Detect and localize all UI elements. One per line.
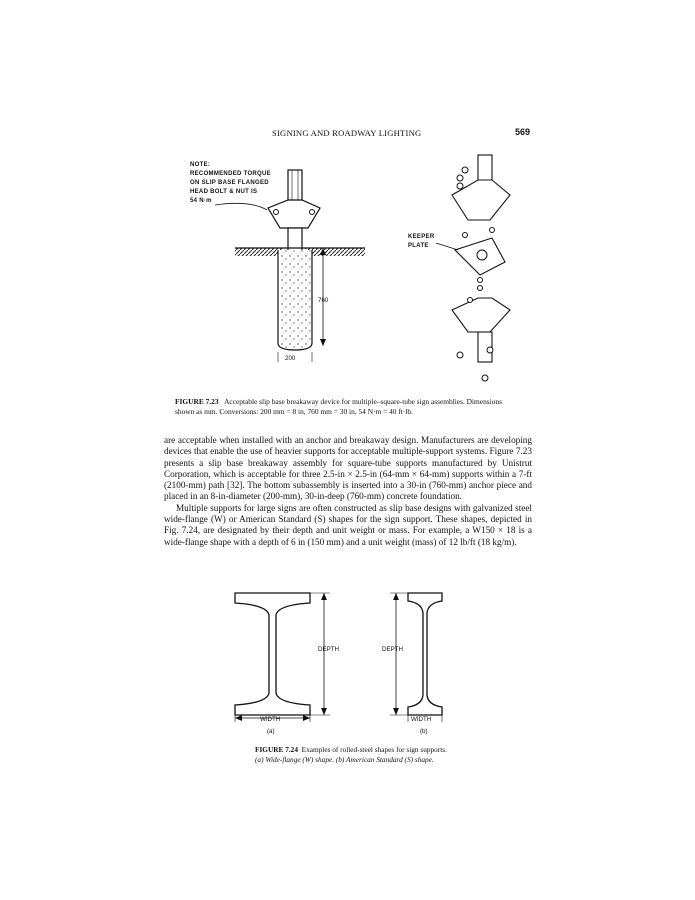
depth-dimension-label: 760 <box>318 297 329 304</box>
note-line: NOTE: <box>190 162 211 168</box>
page-number: 569 <box>515 127 531 137</box>
width-label-a: WIDTH <box>260 716 281 723</box>
keeper-plate-label: KEEPER <box>408 234 435 240</box>
keeper-plate-label: PLATE <box>408 243 429 249</box>
sub-label-a: (a) <box>267 728 275 735</box>
figure-7-24-caption <box>255 745 515 764</box>
figure-7-24-caption-line1: Examples of rolled-steel shapes for sign supports. <box>301 745 447 754</box>
note-line: HEAD BOLT & NUT IS <box>190 189 258 195</box>
body-text <box>164 435 532 548</box>
keeper-leader-line <box>436 243 458 250</box>
concrete-foundation <box>278 250 312 350</box>
torque-note <box>190 162 271 204</box>
depth-label-a: DEPTH <box>318 646 339 653</box>
note-line: ON SLIP BASE FLANGED <box>190 180 269 186</box>
depth-label-b: DEPTH <box>382 646 403 653</box>
figure-7-23-caption-text: Acceptable slip base breakaway device for multiple–square-tube sign assemblies. Dimensions shown as mm. Conversions: 200 mm = 8 in, 760 mm = 30 in, 54 N·m = 40 ft·lb. <box>175 397 502 416</box>
width-dimension-label: 200 <box>285 355 296 362</box>
wide-flange-shape <box>235 593 310 715</box>
body-paragraph: Multiple supports for large signs are often constructed as slip base designs with galvanized steel wide-flange (W) or American Standard (S) shapes for the sign support. These shapes, depicted in Fig. 7.24, are designated by their depth and unit weight or mass. For example, a W150 × 18 is a wide-flange shape with a depth of 6 in (150 mm) and a unit weight (mass) of 12 lb/ft (18 kg/m). <box>164 502 532 547</box>
exploded-assembly <box>452 155 510 381</box>
note-line: 54 N·m <box>190 198 212 204</box>
figure-7-24-illustration <box>230 585 470 740</box>
figure-7-24-label: FIGURE 7.24 <box>255 745 298 754</box>
running-title: SIGNING AND ROADWAY LIGHTING <box>272 128 422 138</box>
body-paragraph: are acceptable when installed with an anchor and breakaway design. Manufacturers are developing devices that enable the use of heavier supports for acceptable multiple-support systems. Figure 7.23 presents a slip base breakaway assembly for square-tube supports manufactured by Unistrut Corporation, which is acceptable for three 2.5-in × 2.5-in (64-mm × 64-mm) supports within a 7-ft (2100-mm) path [32]. The bottom subassembly is inserted into a 30-in (760-mm) anchor piece and placed in an 8-in-diameter (200-mm), 30-in-deep (760-mm) concrete foundation. <box>164 435 532 502</box>
figure-7-23-label: FIGURE 7.23 <box>175 397 219 406</box>
figure-7-24-caption-line2: (a) Wide-flange (W) shape. (b) American Standard (S) shape. <box>255 754 434 764</box>
ground-right <box>305 248 365 256</box>
standard-s-shape <box>408 593 442 715</box>
note-leader-line <box>215 203 267 210</box>
figure-7-23-illustration <box>160 150 540 390</box>
running-header <box>0 128 695 142</box>
sub-label-b: (b) <box>420 728 428 735</box>
width-label-b: WIDTH <box>411 716 432 723</box>
note-line: RECOMMENDED TORQUE <box>190 171 271 177</box>
ground-left <box>235 248 283 256</box>
figure-7-23-caption <box>175 397 520 416</box>
